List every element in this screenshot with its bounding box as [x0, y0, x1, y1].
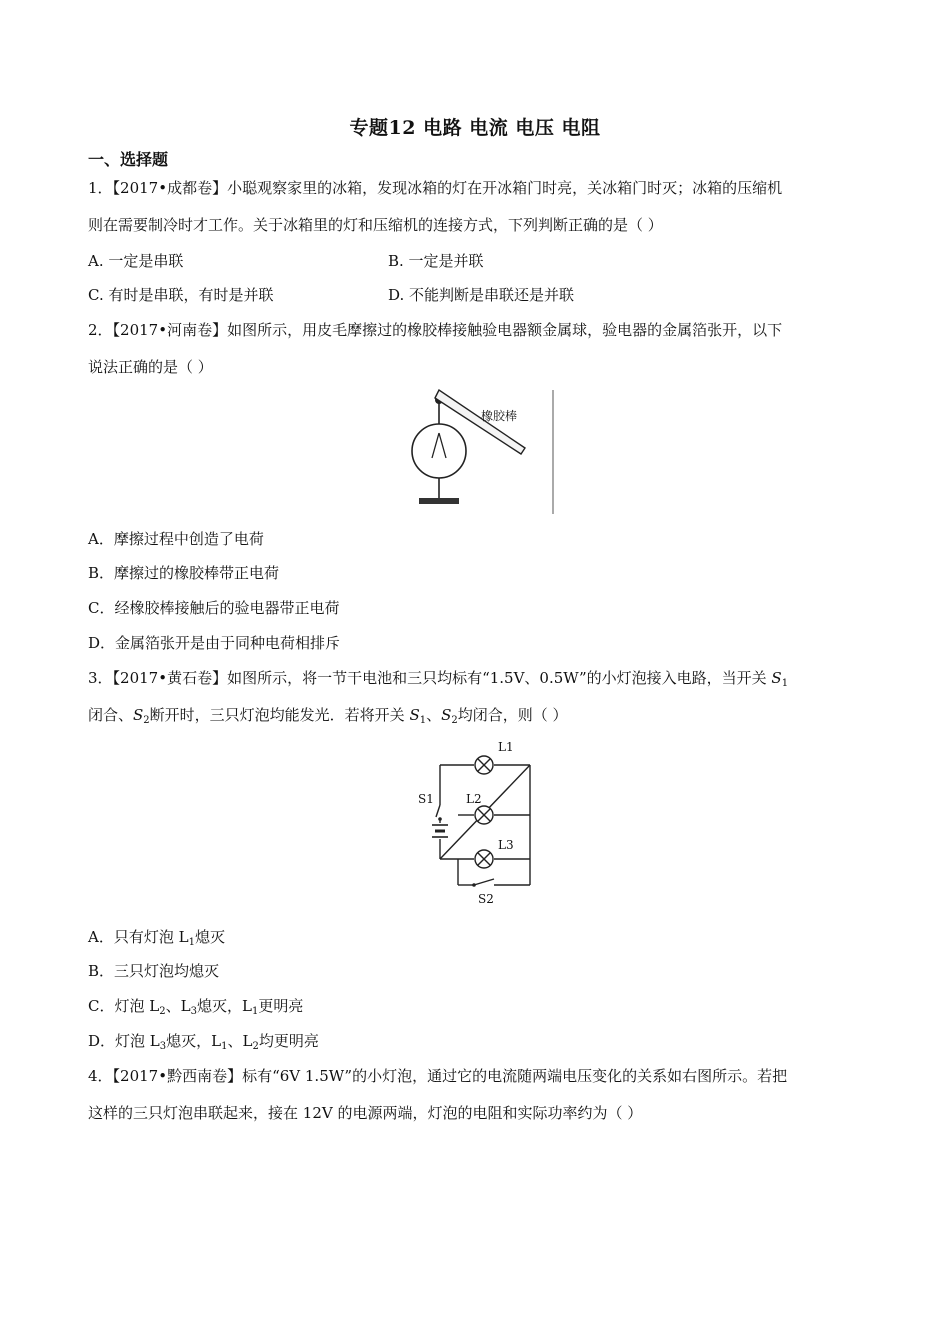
section-heading: 一、选择题 — [88, 150, 169, 169]
q1-stem-line1: 1．【2017•成都卷】小聪观察家里的冰箱，发现冰箱的灯在开冰箱门时亮，关冰箱门时灭；冰箱的压缩机 — [88, 179, 783, 197]
q1-option-b: B. 一定是并联 — [388, 252, 484, 270]
q3-option-a: A．只有灯泡 $L_1$熄灭 — [88, 928, 225, 948]
q2-option-a: A．摩擦过程中创造了电荷 — [88, 530, 264, 548]
switch-s1-label: S1 — [418, 792, 434, 806]
rubber-rod-label: 橡胶棒 — [481, 409, 518, 423]
q3-stem-line1: 3．【2017•黄石卷】如图所示，将一节干电池和三只均标有“1.5V、0.5W”的小灯泡接入电路，当开关 $S_1$ — [88, 669, 789, 689]
q3-option-b: B．三只灯泡均熄灭 — [88, 962, 220, 980]
q1-option-a: A. 一定是串联 — [88, 252, 184, 270]
q2-stem-line2: 说法正确的是（ ） — [88, 358, 213, 376]
q2-option-d: D．金属箔张开是由于同种电荷相排斥 — [88, 634, 341, 652]
switch-s2-label: S2 — [478, 892, 494, 906]
electroscope-figure — [395, 388, 557, 516]
q3-option-d: D．灯泡 $L_3$熄灭，$L_1$、$L_2$均更明亮 — [88, 1032, 319, 1052]
q2-stem-line1: 2．【2017•河南卷】如图所示，用皮毛摩擦过的橡胶棒接触验电器额金属球，验电器的金属箔张开，以下 — [88, 321, 783, 339]
q4-stem-line1: 4．【2017•黔西南卷】标有“6V 1.5W”的小灯泡，通过它的电流随两端电压变化的关系如右图所示。若把 — [88, 1067, 788, 1085]
page-title: 专题12 电路 电流 电压 电阻 — [349, 117, 601, 139]
circuit-diagram — [414, 735, 536, 907]
q2-option-b: B．摩擦过的橡胶棒带正电荷 — [88, 564, 280, 582]
q1-stem-line2: 则在需要制冷时才工作。关于冰箱里的灯和压缩机的连接方式，下列判断正确的是（ ） — [88, 216, 663, 234]
lamp-l3-label: L3 — [498, 838, 514, 852]
lamp-l2-label: L2 — [466, 792, 482, 806]
q1-option-d: D. 不能判断是串联还是并联 — [388, 286, 575, 304]
lamp-l1-label: L1 — [498, 740, 514, 754]
q2-option-c: C．经橡胶棒接触后的验电器带正电荷 — [88, 599, 340, 617]
q1-option-c: C. 有时是串联，有时是并联 — [88, 286, 274, 304]
q4-stem-line2: 这样的三只灯泡串联起来，接在 12V 的电源两端，灯泡的电阻和实际功率约为（ ） — [88, 1104, 643, 1122]
q3-option-c: C．灯泡 $L_2$、$L_3$熄灭，$L_1$更明亮 — [88, 997, 304, 1017]
q3-stem-line2: 闭合、$S_2$断开时，三只灯泡均能发光．若将开关 $S_1$、$S_2$均闭合，则（ ） — [88, 706, 568, 726]
